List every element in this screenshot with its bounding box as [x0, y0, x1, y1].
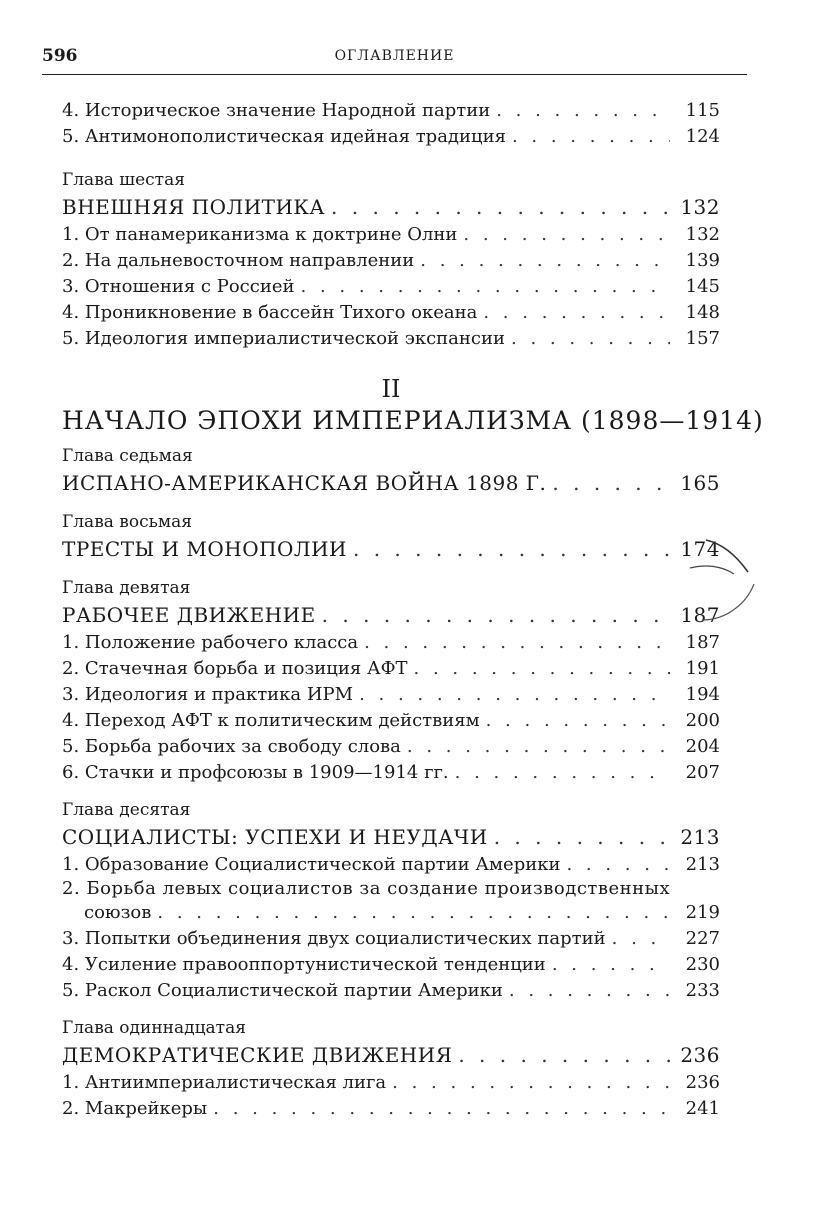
toc-entry [62, 1070, 720, 1096]
entry-page: 187 [685, 632, 720, 653]
leader-dots [483, 300, 670, 326]
leader-dots [486, 708, 670, 734]
entry-page: 204 [685, 736, 720, 757]
leader-dots [392, 1070, 670, 1096]
entry-title: Макрейкеры [84, 1098, 208, 1119]
toc-entry [62, 682, 720, 708]
entry-number: 1. [62, 1072, 80, 1093]
leader-dots [455, 760, 670, 786]
chapter-page: 165 [680, 471, 720, 495]
toc-entry [62, 222, 720, 248]
part-number: II [381, 375, 401, 403]
entry-number: 2. [62, 1098, 80, 1119]
entry-page: 241 [685, 1098, 720, 1119]
chapter-title-text: СОЦИАЛИСТЫ: УСПЕХИ И НЕУДАЧИ [62, 825, 488, 849]
entry-page: 145 [685, 276, 720, 297]
entry-line-1 [62, 878, 720, 900]
leader-dots [463, 222, 670, 248]
part-title: НАЧАЛО ЭПОХИ ИМПЕРИАЛИЗМА (1898—1914) [62, 406, 764, 435]
entry-page: 219 [685, 902, 720, 923]
toc-entry-wrapped [62, 878, 720, 926]
leader-dots [552, 468, 670, 498]
entry-number: 5. [62, 736, 80, 757]
entry-page: 213 [685, 854, 720, 875]
entry-page: 236 [685, 1072, 720, 1093]
leader-dots [420, 248, 670, 274]
entry-number: 3. [62, 684, 80, 705]
entry-page: 157 [685, 328, 720, 349]
toc-entry [62, 926, 720, 952]
chapter-title [62, 468, 720, 498]
entry-title: Идеология империалистической экспансии [84, 328, 505, 349]
entry-title: Борьба левых социалистов за создание производственных [86, 878, 671, 899]
toc-entry [62, 300, 720, 326]
chapter-label: Глава восьмая [62, 512, 192, 532]
entry-title: Отношения с Россией [84, 276, 295, 297]
entry-number: 5. [62, 980, 80, 1001]
leader-dots [458, 1040, 670, 1070]
entry-title: Историческое значение Народной партии [84, 100, 491, 121]
entry-page: 207 [685, 762, 720, 783]
toc-entry [62, 952, 720, 978]
entry-title: Положение рабочего класса [84, 632, 359, 653]
entry-page: 200 [685, 710, 720, 731]
entry-title: Усиление правооппортунистической тенденции [84, 954, 546, 975]
toc-entry [62, 630, 720, 656]
leader-dots [612, 926, 670, 952]
leader-dots [213, 1096, 670, 1122]
toc-entry [62, 124, 720, 150]
leader-dots [301, 274, 671, 300]
entry-page: 148 [685, 302, 720, 323]
chapter-title [62, 600, 720, 630]
part-heading [62, 374, 764, 438]
entry-number: 1. [62, 854, 80, 875]
chapter-label: Глава десятая [62, 800, 191, 820]
leader-dots [512, 124, 670, 150]
toc-entry [62, 708, 720, 734]
toc-entry [62, 852, 720, 878]
chapter-title [62, 1040, 720, 1070]
header-rule [42, 74, 747, 75]
chapter-title-text: ВНЕШНЯЯ ПОЛИТИКА [62, 195, 326, 219]
entry-title: Антимонополистическая идейная традиция [84, 126, 506, 147]
leader-dots [511, 326, 670, 352]
entry-number: 4. [62, 100, 80, 121]
entry-number: 6. [62, 762, 80, 783]
leader-dots [496, 98, 670, 124]
entry-number: 4. [62, 954, 80, 975]
leader-dots [494, 822, 670, 852]
entry-title: Раскол Социалистической партии Америки [84, 980, 503, 1001]
entry-page: 124 [685, 126, 720, 147]
page-header [42, 44, 747, 78]
entry-title: Попытки объединения двух социалистических партий [84, 928, 606, 949]
chapter-label: Глава седьмая [62, 446, 193, 466]
entry-title: Образование Социалистической партии Америки [84, 854, 561, 875]
chapter-page: 236 [680, 1043, 720, 1067]
toc-entry [62, 656, 720, 682]
chapter-page: 213 [680, 825, 720, 849]
running-title: ОГЛАВЛЕНИЕ [334, 48, 455, 64]
entry-number: 2. [62, 878, 81, 899]
entry-page: 132 [685, 224, 720, 245]
page-number: 596 [42, 46, 78, 66]
chapter-title [62, 822, 720, 852]
chapter-label: Глава одиннадцатая [62, 1018, 246, 1038]
leader-dots [359, 682, 670, 708]
leader-dots [407, 734, 670, 760]
entry-title-continued: союзов [84, 902, 152, 923]
entry-title: Антиимпериалистическая лига [84, 1072, 387, 1093]
entry-number: 3. [62, 928, 80, 949]
chapter-title [62, 192, 720, 222]
toc-entry [62, 734, 720, 760]
table-of-contents [62, 98, 764, 1122]
entry-page: 230 [685, 954, 720, 975]
leader-dots [157, 900, 670, 926]
chapter-page: 174 [680, 537, 720, 561]
leader-dots [364, 630, 670, 656]
leader-dots [509, 978, 670, 1004]
entry-title: Идеология и практика ИРМ [84, 684, 354, 705]
chapter-title-text: ИСПАНО-АМЕРИКАНСКАЯ ВОЙНА 1898 Г. [62, 471, 547, 495]
entry-line-2 [62, 900, 720, 926]
chapter-title [62, 534, 720, 564]
entry-title: Борьба рабочих за свободу слова [84, 736, 401, 757]
toc-entry [62, 326, 720, 352]
leader-dots [552, 952, 670, 978]
toc-entry [62, 1096, 720, 1122]
leader-dots [331, 192, 670, 222]
entry-title: На дальневосточном направлении [84, 250, 415, 271]
entry-number: 5. [62, 328, 80, 349]
entry-page: 115 [685, 100, 720, 121]
chapter-title-text: ТРЕСТЫ И МОНОПОЛИИ [62, 537, 347, 561]
entry-page: 227 [685, 928, 720, 949]
chapter-title-text: ДЕМОКРАТИЧЕСКИЕ ДВИЖЕНИЯ [62, 1043, 453, 1067]
entry-title: От панамериканизма к доктрине Олни [84, 224, 458, 245]
chapter-page: 187 [680, 603, 720, 627]
leader-dots [353, 534, 670, 564]
toc-entry [62, 978, 720, 1004]
toc-entry [62, 248, 720, 274]
entry-page: 194 [685, 684, 720, 705]
entry-title: Стачечная борьба и позиция АФТ [84, 658, 408, 679]
entry-page: 139 [685, 250, 720, 271]
entry-number: 2. [62, 658, 80, 679]
chapter-label: Глава шестая [62, 170, 185, 190]
entry-number: 1. [62, 224, 80, 245]
entry-number: 1. [62, 632, 80, 653]
entry-number: 5. [62, 126, 80, 147]
toc-entry [62, 760, 720, 786]
chapter-label: Глава девятая [62, 578, 191, 598]
entry-number: 4. [62, 710, 80, 731]
toc-entry [62, 274, 720, 300]
entry-title: Проникновение в бассейн Тихого океана [84, 302, 478, 323]
toc-entry [62, 98, 720, 124]
entry-page: 233 [685, 980, 720, 1001]
leader-dots [322, 600, 670, 630]
entry-title: Стачки и профсоюзы в 1909—1914 гг. [84, 762, 449, 783]
entry-page: 191 [685, 658, 720, 679]
entry-number: 4. [62, 302, 80, 323]
entry-number: 3. [62, 276, 80, 297]
entry-number: 2. [62, 250, 80, 271]
pencil-mark [676, 528, 766, 628]
chapter-page: 132 [680, 195, 720, 219]
chapter-title-text: РАБОЧЕЕ ДВИЖЕНИЕ [62, 603, 316, 627]
leader-dots [566, 852, 670, 878]
entry-title: Переход АФТ к политическим действиям [84, 710, 480, 731]
leader-dots [414, 656, 670, 682]
